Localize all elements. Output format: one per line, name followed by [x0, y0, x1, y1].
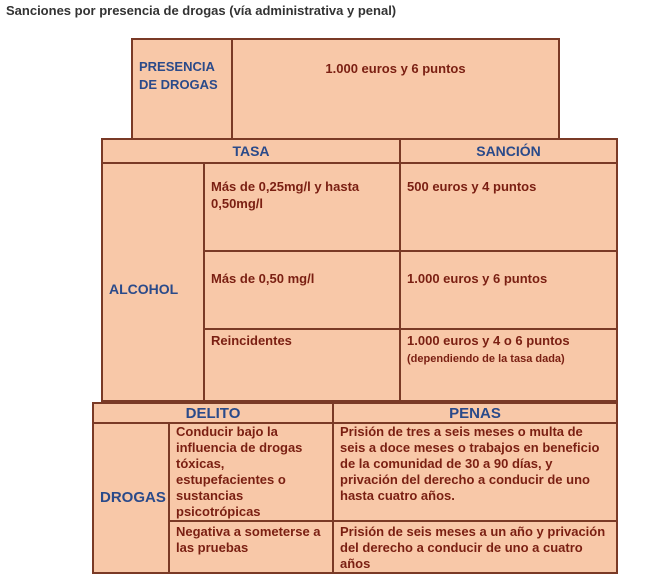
- header-tasa: TASA: [102, 139, 400, 163]
- drug-presence-table: [131, 38, 560, 148]
- drug-presence-sanction: 1.000 euros y 6 puntos: [232, 39, 559, 147]
- offense-2: Negativa a someterse a las pruebas: [169, 521, 333, 573]
- header-penas: PENAS: [333, 403, 617, 423]
- penalty-1: Prisión de tres a seis meses o multa de seis a doce meses o trabajos en beneficio de la comunidad de 30 a 90 días, y privación del derecho a conducir de uno hasta cuatro años.: [333, 423, 617, 521]
- alcohol-rate-2: Más de 0,50 mg/l: [204, 251, 400, 329]
- alcohol-sanctions-table: [101, 138, 618, 402]
- drug-presence-label-line1: PRESENCIA: [139, 59, 215, 74]
- alcohol-sanction-3-main: 1.000 euros y 4 o 6 puntos: [407, 333, 570, 348]
- alcohol-rate-1: Más de 0,25mg/l y hasta 0,50mg/l: [204, 163, 400, 251]
- drug-offenses-table: [92, 402, 618, 574]
- alcohol-sanction-3: [400, 329, 617, 401]
- alcohol-sanction-1: 500 euros y 4 puntos: [400, 163, 617, 251]
- alcohol-category: ALCOHOL: [102, 163, 204, 401]
- drug-presence-label-line2: DE DROGAS: [139, 77, 218, 92]
- alcohol-rate-3: Reincidentes: [204, 329, 400, 401]
- alcohol-sanction-2: 1.000 euros y 6 puntos: [400, 251, 617, 329]
- drug-presence-label: [132, 39, 232, 147]
- header-sancion: SANCIÓN: [400, 139, 617, 163]
- drugs-category: DROGAS: [93, 423, 169, 573]
- penalty-2: Prisión de seis meses a un año y privación del derecho a conducir de uno a cuatro años: [333, 521, 617, 573]
- page-heading: Sanciones por presencia de drogas (vía administrativa y penal): [6, 3, 397, 18]
- alcohol-sanction-3-note: (dependiendo de la tasa dada): [407, 353, 565, 365]
- offense-1: Conducir bajo la influencia de drogas tóxicas, estupefacientes o sustancias psicotrópicas: [169, 423, 333, 521]
- header-delito: DELITO: [93, 403, 333, 423]
